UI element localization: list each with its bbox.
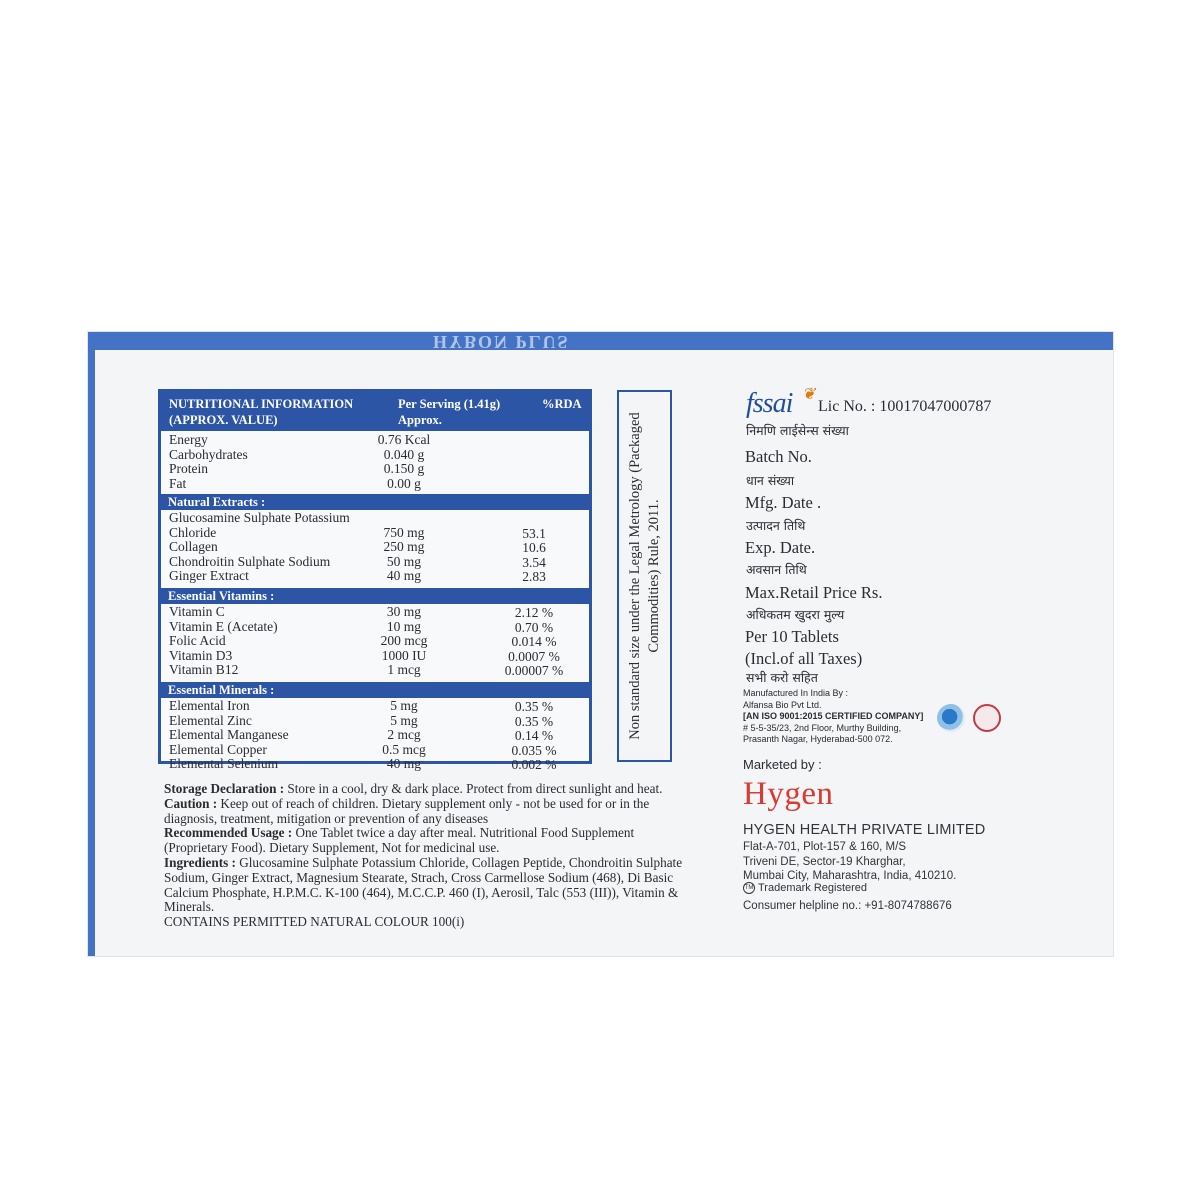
nutrient-name: Energy (169, 432, 208, 447)
nutrient-name: Fat (169, 475, 187, 491)
caution-label: Caution : (164, 795, 218, 811)
nutrient-amount: 40 mg (386, 568, 422, 583)
nutrient-amount: 40 mg (386, 756, 422, 771)
nutrient-amount: 750 mg (383, 524, 425, 540)
usage-text: One Tablet twice a day after meal. Nutritional Food Supplement (Proprietary Food). Dietary Supplement, Not for medicinal use. (164, 825, 635, 856)
nutrition-table (158, 389, 592, 772)
nutrient-name: Vitamin C (169, 604, 225, 619)
product-description (164, 782, 694, 930)
nutrient-name: Vitamin D3 (169, 647, 233, 663)
mineral-row (169, 699, 585, 714)
nutrient-name: Glucosamine Sulphate Potassium (169, 510, 350, 525)
fssai-logo-text: fssai (746, 388, 793, 419)
extract-row (169, 555, 585, 570)
manufacturer-block (743, 688, 923, 746)
nutrient-amount: 1 mcg (387, 662, 421, 677)
vitamin-row (169, 649, 585, 664)
company-address (743, 840, 956, 884)
nutrient-rda: 0.014 % (511, 634, 557, 649)
license-hindi: निमणि लाईसेन्स संख्या (746, 423, 849, 438)
nutrient-name: Ginger Extract (169, 568, 249, 583)
nutrient-rda: 53.1 (522, 525, 546, 541)
nutrient-amount: 0.040 g (383, 446, 425, 462)
mfg-date-hindi: उत्पादन तिथि (746, 518, 806, 533)
extract-row (169, 540, 585, 555)
nutrient-name: Elemental Iron (169, 698, 250, 713)
storage-label: Storage Declaration : (164, 781, 285, 796)
nutrient-row (169, 448, 585, 463)
per-tablets-label: Per 10 Tablets (745, 627, 839, 646)
hygen-logo: Hygen (743, 776, 834, 812)
nutrient-amount: 200 mcg (380, 633, 428, 648)
nutrient-rda: 3.54 (522, 554, 546, 570)
mrp-label: Max.Retail Price Rs. (745, 583, 883, 602)
nutrient-amount: 0.150 g (383, 461, 425, 476)
nutrition-header-col2 (398, 396, 500, 428)
mineral-row (169, 728, 585, 743)
nutrient-name: Elemental Selenium (169, 756, 279, 771)
incl-taxes-label: (Incl.of all Taxes) (745, 649, 863, 668)
approx-label: Approx. (398, 413, 442, 427)
manufacturer-name: Alfansa Bio Pvt Ltd. (743, 699, 822, 710)
notice-text: Non standard size under the Legal Metrology (Packaged Commodities) Rule, 2011. (626, 412, 662, 740)
label-info-column (743, 332, 1103, 956)
trademark-note (743, 882, 867, 894)
vitamin-row (169, 634, 585, 649)
license-number: Lic No. : 10017047000787 (818, 398, 992, 415)
nutrient-amount: 250 mg (383, 539, 425, 554)
nutrient-amount: 5 mg (390, 698, 418, 713)
extract-row (169, 569, 585, 584)
company-name: HYGEN HEALTH PRIVATE LIMITED (743, 822, 986, 838)
incl-taxes-hindi: सभी करो सहित (746, 670, 818, 685)
nutrient-row (169, 462, 585, 477)
nutrient-amount: 0.76 Kcal (377, 432, 431, 447)
nutrient-amount: 0.00 g (387, 475, 421, 491)
certification-seal-icon (973, 704, 1001, 732)
company-address-3: Mumbai City, Maharashtra, India, 410210. (743, 870, 957, 883)
mrp-hindi: अधिकतम खुदरा मुल्य (746, 607, 845, 622)
batch-label: Batch No. (745, 447, 812, 466)
nutrient-row (169, 433, 585, 448)
nutrient-rda: 0.00007 % (504, 663, 564, 678)
nutrient-amount: 10 mg (386, 618, 422, 634)
nutrition-header-subtitle: (APPROX. VALUE) (169, 413, 278, 427)
mineral-row (169, 714, 585, 729)
nutrient-amount: 50 mg (386, 553, 422, 569)
product-box-back-panel (88, 332, 1113, 956)
exp-date-label: Exp. Date. (745, 538, 816, 557)
per-serving-label: Per Serving (1.41g) (398, 397, 501, 411)
ingredients-text: Glucosamine Sulphate Potassium Chloride, Collagen Peptide, Chondroitin Sulphate Sodium, Ginger Extract, Magnesium Stearate, Strach, Cross Carmellose Sodium (468), Di Basic Calcium Phosphate, H.P.M.C. K-100 (464), M.C.C.P. 460 (I), Aerosil, Talc (553 (III)), Vitamin & Minerals. (164, 854, 683, 915)
nutrient-name: Chondroitin Sulphate Sodium (169, 553, 331, 569)
trademark-text: Trademark Registered (758, 882, 868, 894)
nutrient-row (169, 477, 585, 492)
consumer-helpline: Consumer helpline no.: +91-8074788676 (743, 900, 952, 912)
globe-certification-icon (937, 704, 965, 732)
section-natural-extracts: Natural Extracts : (161, 494, 589, 510)
nutrient-name: Elemental Manganese (169, 727, 289, 742)
nutrient-rda: 0.70 % (514, 619, 554, 635)
nutrition-header (161, 392, 589, 431)
exp-date-hindi: अवसान तिथि (746, 562, 807, 577)
nutrient-name: Chloride (169, 524, 217, 540)
batch-hindi: धान संख्या (746, 473, 795, 488)
extract-row (169, 511, 585, 526)
manufactured-by-label: Manufactured In India By : (743, 688, 849, 698)
extract-row (169, 526, 585, 541)
nutrient-amount: 1000 IU (381, 647, 427, 663)
marketed-by-label: Marketed by : (743, 757, 822, 772)
nutrient-amount: 30 mg (386, 604, 422, 619)
nutrient-rda: 0.35 % (514, 699, 554, 714)
nutrient-rda: 0.035 % (511, 742, 557, 758)
manufacturer-address-1: # 5-5-35/23, 2nd Floor, Murthy Building, (743, 722, 902, 733)
section-essential-vitamins: Essential Vitamins : (161, 588, 589, 604)
company-address-1: Flat-A-701, Plot-157 & 160, M/S (743, 841, 906, 853)
nutrient-rda: 0.0007 % (508, 648, 560, 664)
section-essential-minerals: Essential Minerals : (161, 682, 589, 698)
nutrient-amount: 0.5 mcg (382, 741, 426, 757)
nutrient-amount: 5 mg (390, 712, 418, 728)
rda-label: %RDA (542, 397, 582, 411)
colour-note: CONTAINS PERMITTED NATURAL COLOUR 100(i) (164, 914, 465, 930)
nutrient-rda: 0.35 % (514, 713, 554, 729)
left-color-band (88, 332, 95, 956)
mineral-row (169, 743, 585, 758)
nutrient-name: Carbohydrates (169, 446, 248, 462)
caution-text: Keep out of reach of children. Dietary supplement only - not be used for or in the diagnosis, treatment, mitigation or prevention of any diseases (164, 795, 650, 826)
nutrient-name: Vitamin E (Acetate) (169, 618, 278, 634)
nutrient-rda: 0.002 % (511, 757, 557, 772)
nutrient-name: Protein (169, 461, 208, 476)
nutrient-name: Vitamin B12 (169, 662, 239, 677)
brand-band-text: HYBON PLUS (433, 332, 570, 352)
nutrient-rda: 10.6 (522, 540, 546, 555)
nutrition-header-col1 (169, 396, 399, 428)
nutrient-rda: 2.83 (522, 569, 546, 584)
nutrient-name: Elemental Copper (169, 741, 267, 757)
nutrition-header-title: NUTRITIONAL INFORMATION (169, 397, 354, 411)
usage-label: Recommended Usage : (164, 825, 293, 841)
nutrient-amount: 2 mcg (387, 727, 421, 742)
nutrient-rda: 0.14 % (514, 728, 554, 743)
nutrient-name: Elemental Zinc (169, 712, 252, 728)
nutrient-name: Folic Acid (169, 633, 226, 648)
nutrient-name: Collagen (169, 539, 218, 554)
vitamin-row (169, 620, 585, 635)
company-address-2: Triveni DE, Sector-19 Kharghar, (743, 855, 906, 868)
nutrient-rda: 2.12 % (514, 605, 554, 620)
leaf-icon: ❦ (802, 386, 815, 403)
mfg-date-label: Mfg. Date . (745, 493, 822, 512)
vitamin-row (169, 663, 585, 678)
iso-certification: [AN ISO 9001:2015 CERTIFIED COMPANY] (743, 711, 924, 721)
storage-text: Store in a cool, dry & dark place. Protect from direct sunlight and heat. (287, 781, 663, 796)
manufacturer-address-2: Prasanth Nagar, Hyderabad-500 072. (743, 734, 893, 744)
fssai-logo (746, 386, 815, 420)
legal-metrology-notice (617, 390, 672, 762)
trademark-icon: TM (743, 882, 755, 894)
vitamin-row (169, 605, 585, 620)
ingredients-label: Ingredients : (164, 854, 236, 870)
